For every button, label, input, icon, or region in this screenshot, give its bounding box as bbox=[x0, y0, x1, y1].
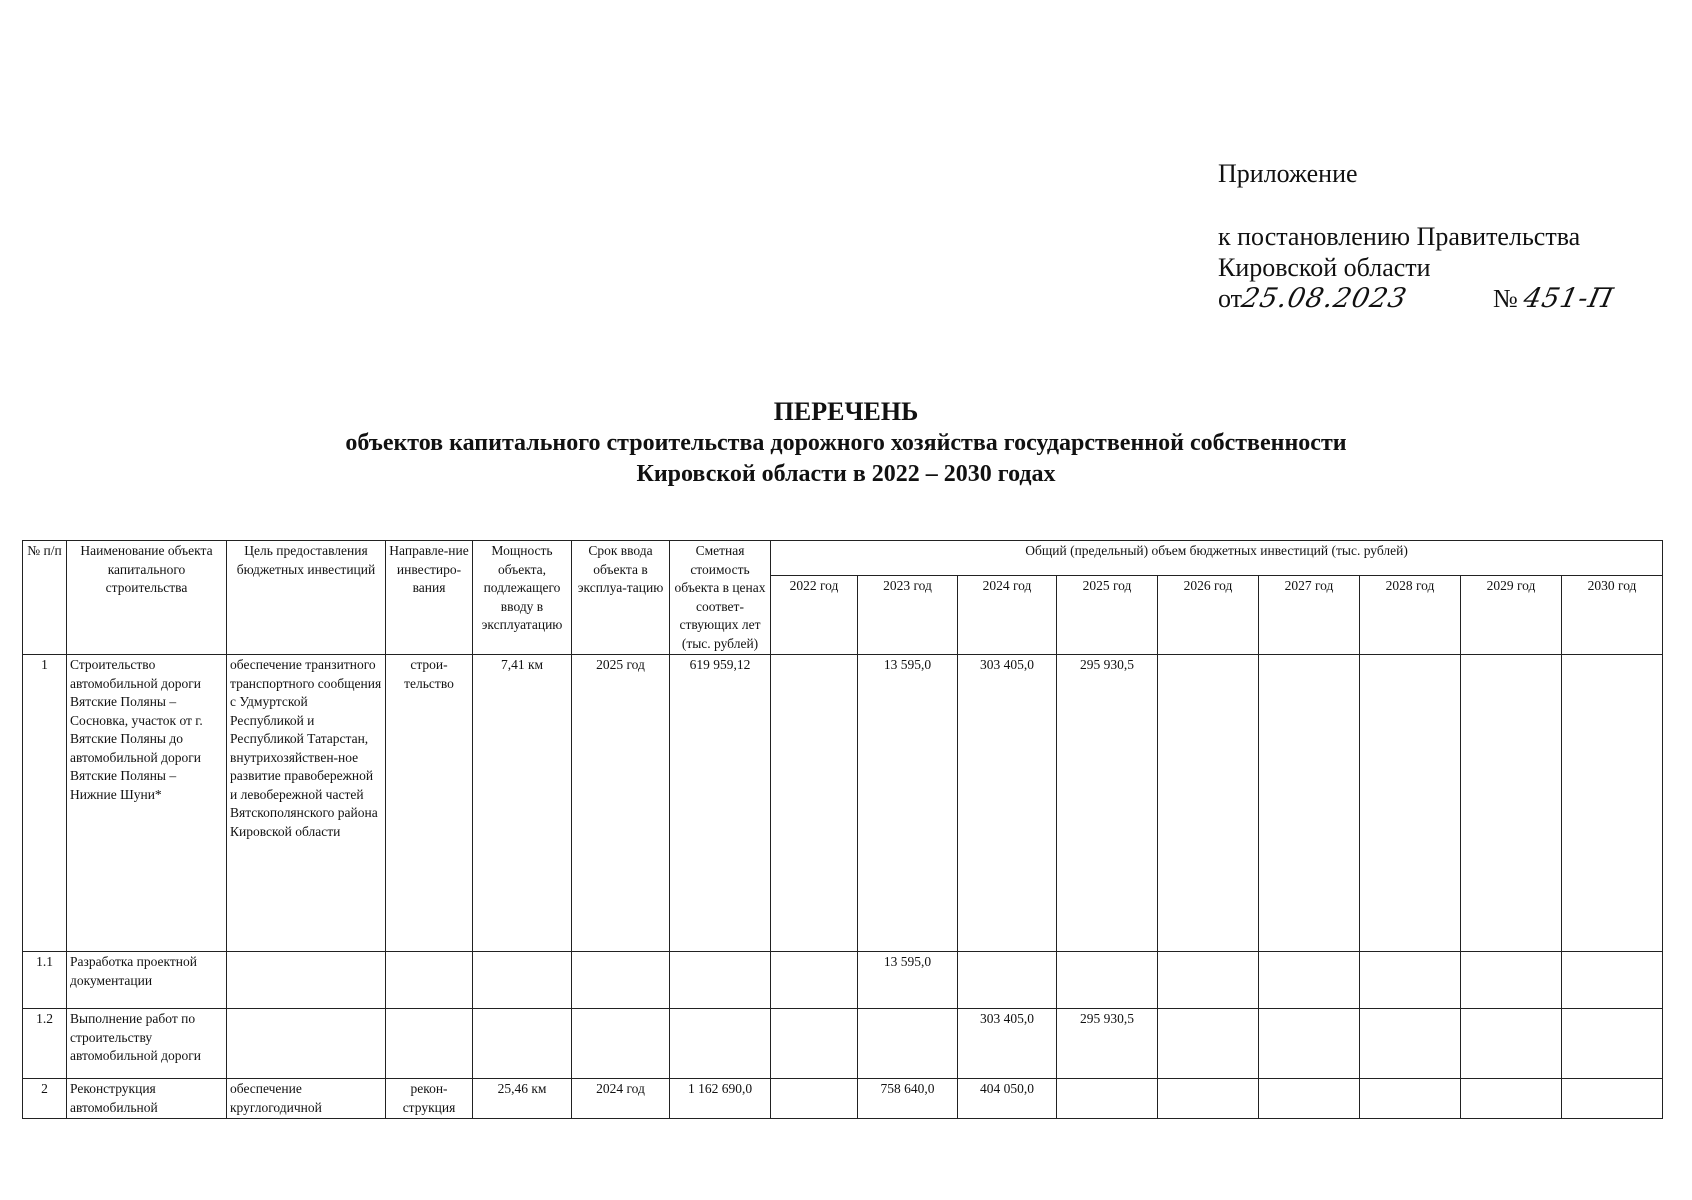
cell-year-value bbox=[1461, 1079, 1562, 1119]
cell-year-value: 295 930,5 bbox=[1057, 655, 1158, 952]
cell-year-value bbox=[1562, 952, 1663, 1009]
header-num: № п/п bbox=[23, 541, 67, 655]
header-cost: Сметная стоимость объекта в ценах соответ-ствующих лет (тыс. рублей) bbox=[670, 541, 771, 655]
cell-capacity: 25,46 км bbox=[473, 1079, 572, 1119]
cell-term bbox=[572, 1009, 670, 1079]
table-row bbox=[23, 1079, 1663, 1119]
cell-year-value bbox=[1360, 655, 1461, 952]
cell-year-value bbox=[1562, 1079, 1663, 1119]
header-year: 2028 год bbox=[1360, 576, 1461, 655]
handwritten-number: 451-П bbox=[1521, 283, 1617, 314]
header-year: 2030 год bbox=[1562, 576, 1663, 655]
header-year: 2022 год bbox=[771, 576, 858, 655]
header-investments: Общий (предельный) объем бюджетных инвестиций (тыс. рублей) bbox=[771, 541, 1663, 576]
cell-capacity bbox=[473, 1009, 572, 1079]
cell-year-value bbox=[1158, 1009, 1259, 1079]
document-heading bbox=[0, 396, 1692, 490]
cell-year-value: 295 930,5 bbox=[1057, 1009, 1158, 1079]
cell-cost: 619 959,12 bbox=[670, 655, 771, 952]
cell-name: Строительство автомобильной дороги Вятские Поляны – Сосновка, участок от г. Вятские Поляны до автомобильной дороги Вятские Поляны – Нижние Шуни* bbox=[67, 655, 227, 952]
cell-direction: рекон-струкция bbox=[386, 1079, 473, 1119]
objects-table bbox=[22, 540, 1663, 1119]
header-year: 2026 год bbox=[1158, 576, 1259, 655]
cell-cost bbox=[670, 952, 771, 1009]
header-year: 2025 год bbox=[1057, 576, 1158, 655]
document-subtitle-line-1: объектов капитального строительства дорожного хозяйства государственной собственности bbox=[345, 430, 1347, 456]
cell-year-value bbox=[858, 1009, 958, 1079]
cell-year-value bbox=[771, 952, 858, 1009]
document-subtitle-line-2: Кировской области в 2022 – 2030 годах bbox=[636, 461, 1056, 487]
table-row bbox=[23, 655, 1663, 952]
cell-cost bbox=[670, 1009, 771, 1079]
cell-year-value bbox=[1158, 655, 1259, 952]
cell-name: Реконструкция автомобильной bbox=[67, 1079, 227, 1119]
table-row bbox=[23, 952, 1663, 1009]
cell-year-value: 13 595,0 bbox=[858, 655, 958, 952]
cell-year-value bbox=[1057, 1079, 1158, 1119]
cell-year-value bbox=[1360, 952, 1461, 1009]
cell-year-value bbox=[1360, 1079, 1461, 1119]
cell-capacity bbox=[473, 952, 572, 1009]
cell-year-value bbox=[771, 1009, 858, 1079]
number-prefix: № bbox=[1493, 284, 1518, 313]
table-header-row bbox=[23, 541, 1663, 576]
cell-num: 2 bbox=[23, 1079, 67, 1119]
cell-goal bbox=[227, 1009, 386, 1079]
appendix-date-line bbox=[1218, 283, 1618, 314]
header-year: 2029 год bbox=[1461, 576, 1562, 655]
cell-capacity: 7,41 км bbox=[473, 655, 572, 952]
cell-term bbox=[572, 952, 670, 1009]
cell-direction bbox=[386, 952, 473, 1009]
cell-year-value bbox=[1562, 655, 1663, 952]
header-year: 2024 год bbox=[958, 576, 1057, 655]
cell-year-value bbox=[1158, 1079, 1259, 1119]
cell-direction: строи-тельство bbox=[386, 655, 473, 952]
header-capacity: Мощность объекта, подлежащего вводу в эксплуатацию bbox=[473, 541, 572, 655]
table-row bbox=[23, 1009, 1663, 1079]
cell-year-value bbox=[1259, 655, 1360, 952]
cell-year-value bbox=[1158, 952, 1259, 1009]
appendix-block bbox=[1218, 158, 1618, 314]
cell-year-value: 303 405,0 bbox=[958, 655, 1057, 952]
cell-year-value bbox=[1259, 1079, 1360, 1119]
appendix-line-2: Кировской области bbox=[1218, 253, 1431, 282]
cell-year-value bbox=[1461, 1009, 1562, 1079]
cell-year-value: 758 640,0 bbox=[858, 1079, 958, 1119]
cell-year-value: 404 050,0 bbox=[958, 1079, 1057, 1119]
cell-year-value bbox=[1259, 1009, 1360, 1079]
cell-year-value bbox=[958, 952, 1057, 1009]
cell-goal: обеспечение круглогодичной bbox=[227, 1079, 386, 1119]
header-term: Срок ввода объекта в эксплуа-тацию bbox=[572, 541, 670, 655]
header-goal: Цель предоставления бюджетных инвестиций bbox=[227, 541, 386, 655]
header-direction: Направле-ние инвестиро-вания bbox=[386, 541, 473, 655]
header-name: Наименование объекта капитального строительства bbox=[67, 541, 227, 655]
handwritten-date: 25.08.2023 bbox=[1238, 283, 1410, 314]
cell-name: Выполнение работ по строительству автомобильной дороги bbox=[67, 1009, 227, 1079]
cell-year-value bbox=[771, 1079, 858, 1119]
cell-goal: обеспечение транзитного транспортного сообщения с Удмуртской Республикой и Республикой Татарстан, внутрихозяйствен-ное развитие правобережной и левобережной частей Вятскополянского района Кировской области bbox=[227, 655, 386, 952]
cell-num: 1 bbox=[23, 655, 67, 952]
cell-num: 1.2 bbox=[23, 1009, 67, 1079]
cell-goal bbox=[227, 952, 386, 1009]
appendix-line-1: к постановлению Правительства bbox=[1218, 222, 1581, 251]
cell-year-value bbox=[1461, 655, 1562, 952]
document-title: ПЕРЕЧЕНЬ bbox=[773, 397, 919, 426]
cell-num: 1.1 bbox=[23, 952, 67, 1009]
date-prefix: от bbox=[1218, 284, 1243, 313]
appendix-title: Приложение bbox=[1218, 159, 1358, 188]
cell-year-value bbox=[1562, 1009, 1663, 1079]
cell-direction bbox=[386, 1009, 473, 1079]
cell-year-value bbox=[1461, 952, 1562, 1009]
cell-term: 2024 год bbox=[572, 1079, 670, 1119]
cell-cost: 1 162 690,0 bbox=[670, 1079, 771, 1119]
cell-name: Разработка проектной документации bbox=[67, 952, 227, 1009]
cell-year-value: 303 405,0 bbox=[958, 1009, 1057, 1079]
cell-year-value bbox=[771, 655, 858, 952]
cell-year-value bbox=[1259, 952, 1360, 1009]
header-year: 2027 год bbox=[1259, 576, 1360, 655]
cell-year-value bbox=[1360, 1009, 1461, 1079]
cell-year-value: 13 595,0 bbox=[858, 952, 958, 1009]
header-year: 2023 год bbox=[858, 576, 958, 655]
cell-term: 2025 год bbox=[572, 655, 670, 952]
cell-year-value bbox=[1057, 952, 1158, 1009]
